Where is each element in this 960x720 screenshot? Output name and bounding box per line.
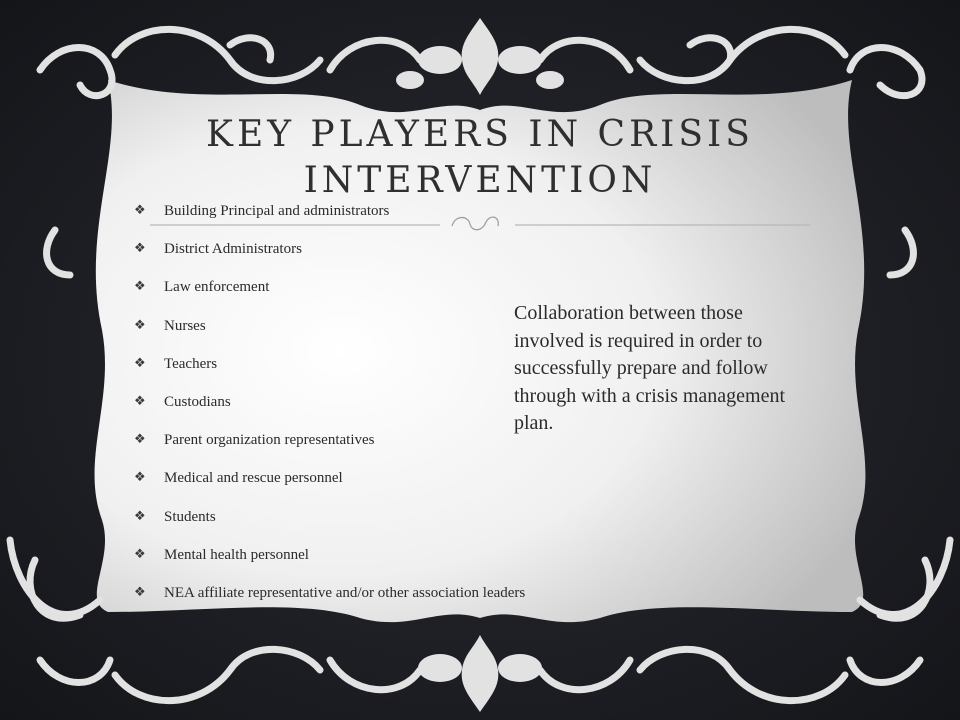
diamond-flower-icon: ❖ <box>134 279 146 295</box>
list-item: ❖ Custodians <box>134 391 525 429</box>
list-item: ❖ Parent organization representatives <box>134 429 525 467</box>
list-item: ❖ Nurses <box>134 315 525 353</box>
list-item: ❖ Mental health personnel <box>134 544 525 582</box>
list-item: ❖ NEA affiliate representative and/or other association leaders <box>134 582 525 620</box>
bullet-list <box>134 200 525 620</box>
list-item: ❖ Building Principal and administrators <box>134 200 525 238</box>
diamond-flower-icon: ❖ <box>134 546 146 562</box>
list-item: ❖ Teachers <box>134 353 525 391</box>
top-center-ornament <box>396 18 564 95</box>
diamond-flower-icon: ❖ <box>134 470 146 486</box>
diamond-flower-icon: ❖ <box>134 203 146 218</box>
diamond-flower-icon: ❖ <box>134 584 146 600</box>
list-item: ❖ Medical and rescue personnel <box>134 467 525 505</box>
list-item: ❖ Law enforcement <box>134 276 525 314</box>
diamond-flower-icon: ❖ <box>134 508 146 524</box>
diamond-flower-icon: ❖ <box>134 432 146 448</box>
diamond-flower-icon: ❖ <box>134 317 146 333</box>
diamond-flower-icon: ❖ <box>134 241 146 257</box>
slide-title: KEY PLAYERS IN CRISIS INTERVENTION <box>206 114 754 201</box>
bottom-center-ornament <box>418 635 542 712</box>
diamond-flower-icon: ❖ <box>134 393 146 409</box>
collaboration-note: Collaboration between those involved is required in order to successfully prepare and follow through with a crisis management plan. <box>514 302 786 434</box>
list-item: ❖ Students <box>134 506 525 544</box>
list-item: ❖ District Administrators <box>134 238 525 276</box>
diamond-flower-icon: ❖ <box>134 355 146 371</box>
